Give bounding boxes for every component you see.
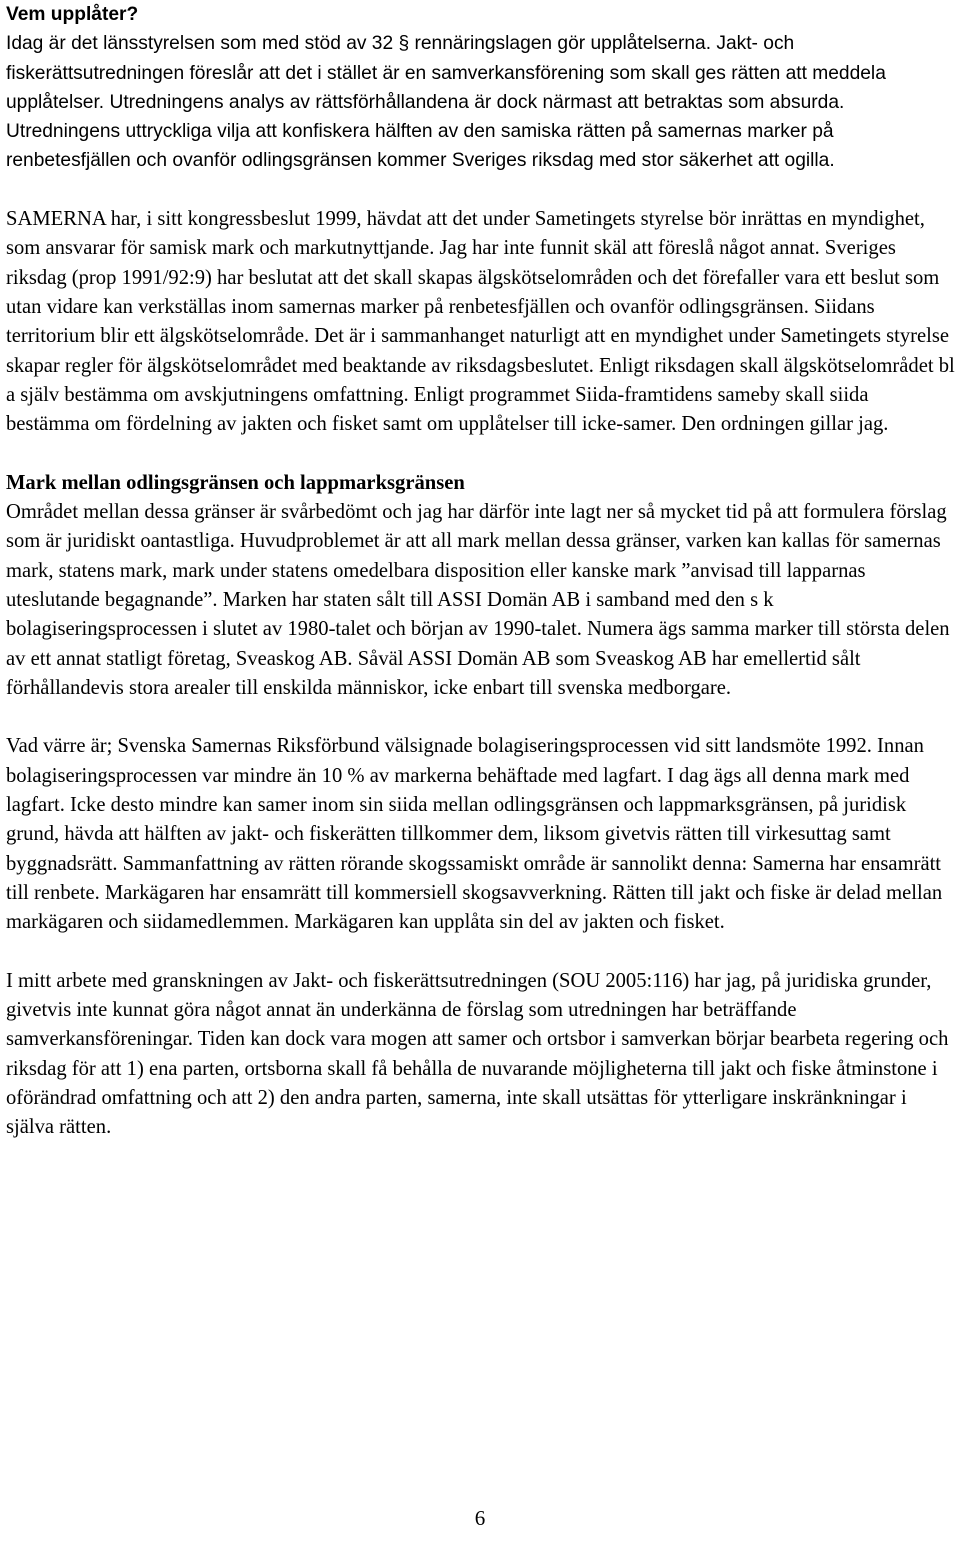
page-number: 6: [474, 1506, 486, 1530]
paragraph-spacer: [6, 938, 956, 967]
paragraph-spacer: [6, 703, 956, 732]
paragraph-spacer: [6, 176, 956, 205]
paragraph-vem-upplater: Idag är det länsstyrelsen som med stöd av 32 § rennäringslagen gör upplåtelserna. Jakt- och fiskerättsutredningen föreslår att det i stället är en samverkansförening som skall ges rätten att meddela upplåtelser. Utredningens analys av rättsförhållandena är dock närmast att betraktas som absurda. Utredningens uttryckliga vilja att konfiskera hälften av den samiska rätten på samernas marker på renbetesfjällen och ovanför odlingsgränsen kommer Sveriges riksdag med stor säkerhet att ogilla.: [6, 33, 886, 172]
document-page: [6, 0, 956, 1143]
section-heading-vem-upplater: Vem upplåter?: [6, 4, 139, 25]
paragraph-mitt-arbete: I mitt arbete med granskningen av Jakt- och fiskerättsutredningen (SOU 2005:116) har jag, på juridiska grunder, givetvis inte kunnat göra något annat än underkänna de förslag som utredningen har beträffande samverkansföreningar. Tiden kan dock vara mogen att samer och ortsbor i samverkan börjar bearbeta regering och riksdag för att 1) ena parten, ortsborna skall få behålla de nuvarande möjligheterna till jakt och fiske åtminstone i oförändrad omfattning och att 2) den andra parten, samerna, inte skall utsättas för ytterligare inskränkningar i själva rätten.: [6, 969, 949, 1139]
paragraph-vad-varre-ar: Vad värre är; Svenska Samernas Riksförbund välsignade bolagiseringsprocessen vid sitt landsmöte 1992. Innan bolagiseringsprocessen var mindre än 10 % av markerna behäftade med lagfart. I dag ägs all denna mark med lagfart. Icke desto mindre kan samer inom sin siida mellan odlingsgränsen och lappmarksgränsen, på juridisk grund, hävda att hälften av jakt- och fiskerätten tillkommer dem, liksom givetvis rätten till virkesuttag samt byggnadsrätt. Sammanfattning av rätten rörande skogssamiskt område är sannolikt denna: Samerna har ensamrätt till renbete. Markägaren har ensamrätt till kommersiell skogsavverkning. Rätten till jakt och fiske är delad mellan markägaren och siidamedlemmen. Markägaren kan upplåta sin del av jakten och fisket.: [6, 735, 943, 934]
paragraph-mark-mellan: Området mellan dessa gränser är svårbedömt och jag har därför inte lagt ner så mycket tid på att formulera förslag som är juridiskt oantastliga. Huvudproblemet är att all mark mellan dessa gränser, varken kan kallas för samernas mark, statens mark, mark under statens omedelbara disposition eller kanske mark ”anvisad till lapparnas uteslutande begagnande”. Marken har staten sålt till ASSI Domän AB i samband med den s k bolagiseringsprocessen i slutet av 1980-talet och början av 1990-talet. Numera ägs samma marker till största delen av ett annat statligt företag, Sveaskog AB. Såväl ASSI Domän AB som Sveaskog AB har emellertid sålt förhållandevis stora arealer till enskilda människor, icke enbart till svenska medborgare.: [6, 501, 950, 699]
section-heading-mark-mellan: Mark mellan odlingsgränsen och lappmarksgränsen: [6, 471, 465, 494]
paragraph-spacer: [6, 439, 956, 468]
paragraph-samerna-kongressbeslut: SAMERNA har, i sitt kongressbeslut 1999, hävdat att det under Sametingets styrelse bör inrättas en myndighet, som ansvarar för samisk mark och markutnyttjande. Jag har inte funnit skäl att föreslå något annat. Sveriges riksdag (prop 1991/92:9) har beslutat att det skall skapas älgskötselområden och det förefaller vara ett beslut som utan vidare kan verkställas inom samernas marker på renbetesfjällen och ovanför odlingsgränsen. Siidans territorium blir ett älgskötselområde. Det är i sammanhanget naturligt att en myndighet under Sametingets styrelse skapar regler för älgskötselområdet med beaktande av riksdagsbeslutet. Enligt riksdagen skall älgskötselområdet bl a själv bestämma om avskjutningens omfattning. Enligt programmet Siida-framtidens sameby skall siida bestämma om fördelning av jakten och fisket samt om upplåtelser till icke-samer. Den ordningen gillar jag.: [6, 208, 955, 436]
